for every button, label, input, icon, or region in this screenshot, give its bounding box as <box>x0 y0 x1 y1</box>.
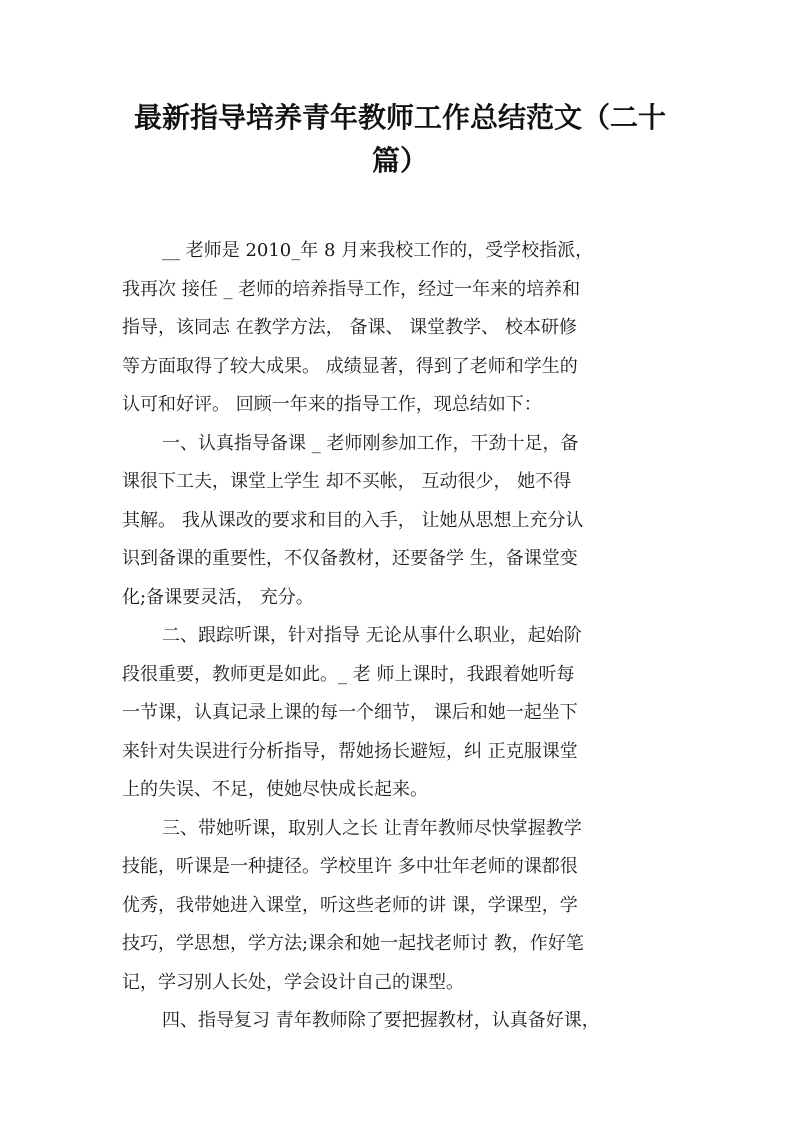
text-line: 一、认真指导备课 _ 老师刚参加工作，干劲十足，备 <box>162 432 579 454</box>
text-line: 二、跟踪听课，针对指导 无论从事什么职业，起始阶 <box>162 625 582 646</box>
paragraph-section-2 <box>122 617 682 810</box>
text-line: 等方面取得了较大成果。 成绩显著，得到了老师和学生的 <box>122 355 578 377</box>
text-line: 我再次 接任 _ 老师的培养指导工作，经过一年来的培养和 <box>122 278 581 300</box>
paragraph-section-3 <box>122 810 682 1003</box>
text-line: 技巧，学思想，学方法;课余和她一起找老师讨 教，作好笔 <box>122 933 584 954</box>
text-line: 课很下工夫，课堂上学生 却不买帐， 互动很少， 她不得 <box>122 471 572 492</box>
text-line: 技能，听课是一种捷径。学校里许 多中壮年老师的课都很 <box>122 856 578 877</box>
text-line: 一节课，认真记录上课的每一个细节， 课后和她一起坐下 <box>122 702 578 723</box>
title-line: 最新指导培养青年教师工作总结范文（二十 <box>133 101 666 134</box>
text-line: 上的失误、不足，使她尽快成长起来。 <box>122 779 428 800</box>
text-line: 三、带她听课，取别人之长 让青年教师尽快掌握教学 <box>162 817 582 839</box>
text-line: 认可和好评。 回顾一年来的指导工作，现总结如下： <box>122 394 542 415</box>
paragraph-section-4 <box>122 1002 682 1041</box>
text-line: 指导，该同志 在教学方法， 备课、 课堂教学、 校本研修 <box>122 317 577 338</box>
document-title <box>110 96 690 182</box>
text-line: 段很重要，教师更是如此。_ 老 师上课时，我跟着她听每 <box>122 663 575 685</box>
title-line: 篇） <box>371 144 428 177</box>
text-line: 化;备课要灵活， 充分。 <box>122 586 314 608</box>
document-body <box>122 232 682 1041</box>
paragraph-section-1 <box>122 425 682 618</box>
text-line: 来针对失误进行分析指导，帮她扬长避短，纠 正克服课堂 <box>122 740 578 762</box>
text-line: __ 老师是 2010_年 8 月来我校工作的，受学校指派， <box>162 240 594 261</box>
paragraph-intro <box>122 232 682 425</box>
text-line: 识到备课的重要性，不仅备教材，还要备学 生，备课堂变 <box>122 548 578 569</box>
text-line: 其解。 我从课改的要求和目的入手， 让她从思想上充分认 <box>122 509 584 531</box>
text-line: 记，学习别人长处，学会设计自己的课型。 <box>122 971 464 993</box>
text-line: 四、指导复习 青年教师除了要把握教材，认真备好课， <box>162 1010 600 1031</box>
text-line: 优秀，我带她进入课堂，听这些老师的讲 课，学课型，学 <box>122 894 578 916</box>
